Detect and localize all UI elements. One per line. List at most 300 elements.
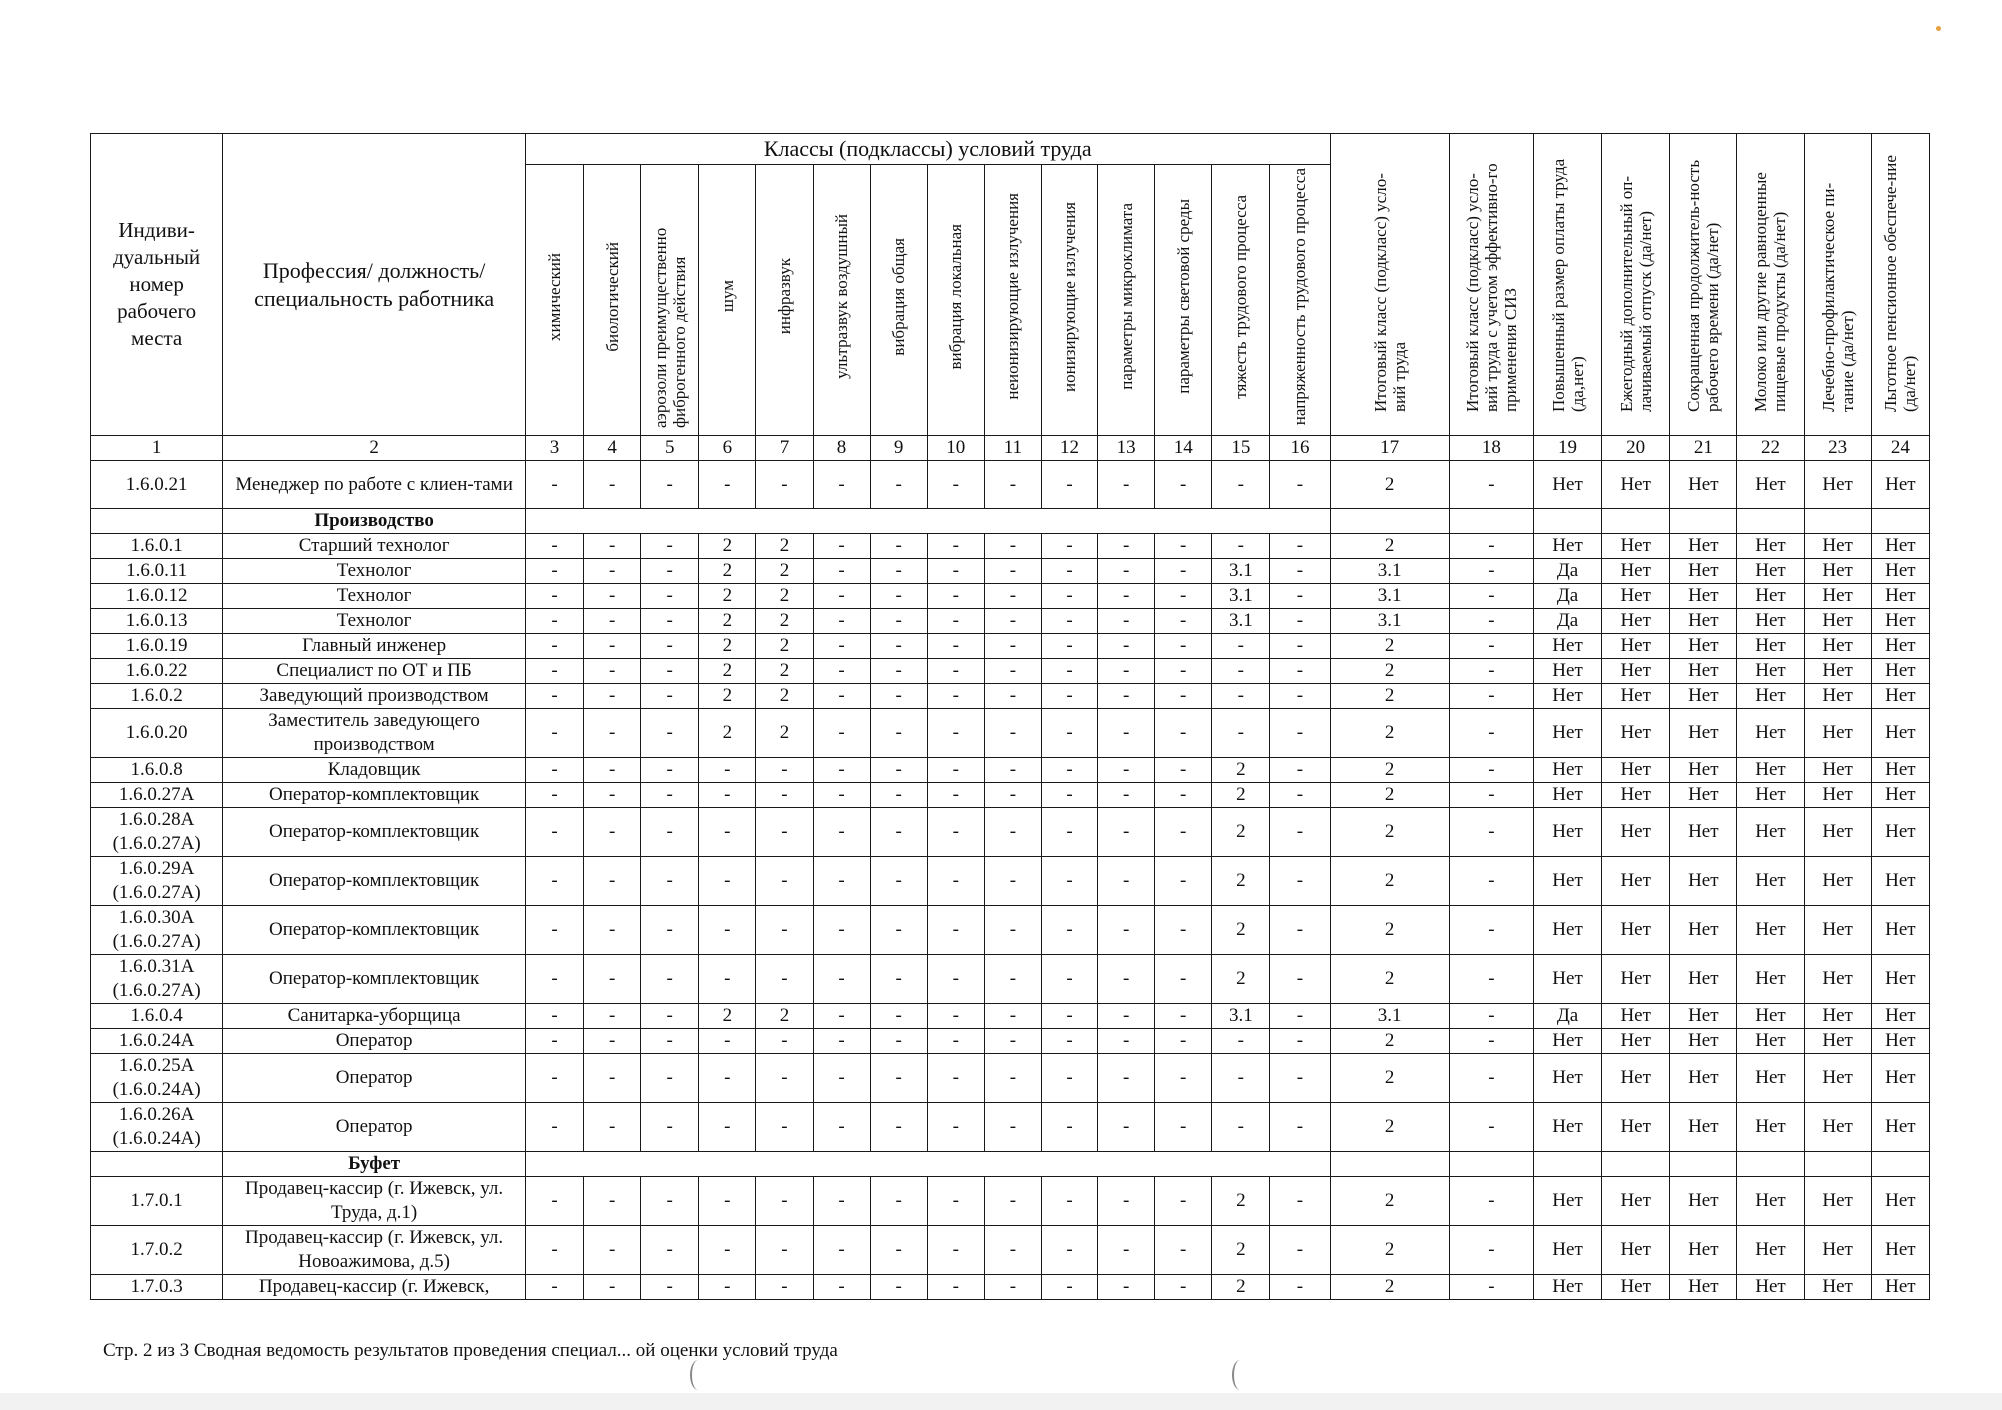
page-footer: Стр. 2 из 3 Сводная ведомость результатов проведения специал... ой оценки условий труда [103,1340,838,1361]
value-cell: - [813,609,870,634]
value-cell: - [1212,634,1270,659]
value-cell: - [1155,808,1212,857]
value-cell: - [1449,1226,1533,1275]
value-cell: - [641,758,699,783]
value-cell: - [1270,709,1330,758]
table-row [91,634,1930,659]
value-cell: - [1098,559,1155,584]
value-cell: - [584,684,641,709]
profession: Технолог [223,584,526,609]
value-cell: - [641,684,699,709]
value-cell: Нет [1602,709,1670,758]
value-cell: Нет [1871,684,1929,709]
value-cell: Нет [1804,461,1871,509]
value-cell: 2 [756,1004,813,1029]
value-cell: Нет [1670,1177,1737,1226]
value-cell: - [525,758,583,783]
value-cell: Нет [1602,534,1670,559]
value-cell: 2 [1330,955,1449,1004]
value-cell: - [984,955,1041,1004]
table-row [91,659,1930,684]
column-number: 15 [1212,436,1270,461]
table-row [91,609,1930,634]
value-cell: Нет [1871,955,1929,1004]
value-cell: - [1449,634,1533,659]
value-cell: - [641,534,699,559]
value-cell: - [1449,1103,1533,1152]
value-cell: Нет [1804,1103,1871,1152]
value-cell: - [1155,659,1212,684]
value-cell: - [525,906,583,955]
value-cell: - [1270,758,1330,783]
value-cell: Нет [1871,1054,1929,1103]
value-cell: - [1212,1103,1270,1152]
value-cell: Нет [1737,857,1804,906]
value-cell: Нет [1871,584,1929,609]
value-cell: 3.1 [1212,584,1270,609]
value-cell: 2 [756,659,813,684]
profession: Заведующий производством [223,684,526,709]
value-cell: Нет [1737,1226,1804,1275]
value-cell: 2 [699,584,756,609]
value-cell: Нет [1871,1275,1929,1300]
profession: Продавец-кассир (г. Ижевск, [223,1275,526,1300]
value-cell: Нет [1670,955,1737,1004]
value-cell: - [584,906,641,955]
header-vacation: Ежегодный дополнительный оп-лачиваемый отпуск (да/нет) [1602,134,1670,436]
value-cell: 2 [1330,1177,1449,1226]
value-cell: - [927,955,984,1004]
value-cell: - [525,584,583,609]
value-cell: Нет [1737,609,1804,634]
value-cell: 2 [1212,906,1270,955]
value-cell: 2 [699,659,756,684]
value-cell: - [641,1054,699,1103]
value-cell: - [525,659,583,684]
value-cell: - [870,1004,927,1029]
value-cell: - [525,857,583,906]
value-cell: Нет [1804,955,1871,1004]
value-cell: - [1270,857,1330,906]
value-cell: Нет [1533,758,1601,783]
workplace-id: 1.6.0.31А (1.6.0.27А) [91,955,223,1004]
value-cell: - [927,1054,984,1103]
value-cell: - [1449,1275,1533,1300]
value-cell: - [1155,559,1212,584]
value-cell: Нет [1871,783,1929,808]
value-cell: - [813,1275,870,1300]
value-cell: Нет [1804,783,1871,808]
column-number: 22 [1737,436,1804,461]
value-cell: Нет [1602,758,1670,783]
value-cell: 3.1 [1212,609,1270,634]
value-cell: - [813,1177,870,1226]
value-cell: - [870,461,927,509]
value-cell: Нет [1670,634,1737,659]
value-cell: - [756,857,813,906]
table-row [91,1275,1930,1300]
value-cell: - [525,808,583,857]
value-cell: Нет [1804,1226,1871,1275]
value-cell: Нет [1871,1177,1929,1226]
value-cell: - [1212,709,1270,758]
value-cell: Нет [1602,559,1670,584]
value-cell: Нет [1871,634,1929,659]
value-cell: Нет [1737,634,1804,659]
header-factor: ионизирующие излучения [1041,165,1097,436]
value-cell: - [1270,659,1330,684]
value-cell: - [813,808,870,857]
value-cell: - [1270,783,1330,808]
section-title: Производство [223,509,526,534]
value-cell: - [1098,534,1155,559]
value-cell: Нет [1871,709,1929,758]
value-cell: - [984,609,1041,634]
value-cell: Нет [1670,684,1737,709]
value-cell: Нет [1602,857,1670,906]
header-factor: параметры микроклимата [1098,165,1155,436]
header-factor: химический [525,165,583,436]
value-cell: - [641,1226,699,1275]
value-cell: - [1041,1177,1097,1226]
value-cell: Нет [1871,534,1929,559]
value-cell: Нет [1602,1226,1670,1275]
value-cell: - [927,808,984,857]
value-cell: Нет [1533,906,1601,955]
value-cell: - [1041,709,1097,758]
value-cell: - [1098,783,1155,808]
workplace-id: 1.6.0.29А (1.6.0.27А) [91,857,223,906]
value-cell: - [1270,1177,1330,1226]
value-cell: Нет [1737,783,1804,808]
value-cell: - [984,1275,1041,1300]
value-cell: - [525,783,583,808]
value-cell: - [1449,1177,1533,1226]
value-cell: - [927,1177,984,1226]
workplace-id: 1.7.0.2 [91,1226,223,1275]
value-cell: - [984,1004,1041,1029]
table-row [91,1226,1930,1275]
value-cell: Нет [1804,534,1871,559]
profession: Оператор-комплектовщик [223,955,526,1004]
workplace-id: 1.7.0.1 [91,1177,223,1226]
header-factor: напряженность трудового процесса [1270,165,1330,436]
value-cell: 2 [1212,783,1270,808]
value-cell: 2 [756,609,813,634]
value-cell: - [584,609,641,634]
value-cell: - [870,609,927,634]
section-fill [1449,1152,1533,1177]
value-cell: - [756,906,813,955]
value-cell: - [1098,1054,1155,1103]
value-cell: - [699,758,756,783]
profession: Менеджер по работе с клиен-тами [223,461,526,509]
value-cell: 2 [1330,634,1449,659]
value-cell: Нет [1533,783,1601,808]
value-cell: - [1155,461,1212,509]
value-cell: - [927,584,984,609]
value-cell: - [1041,684,1097,709]
value-cell: - [525,559,583,584]
value-cell: - [1155,1029,1212,1054]
value-cell: - [1155,534,1212,559]
value-cell: 2 [1330,808,1449,857]
header-milk: Молоко или другие равноценные пищевые продукты (да/нет) [1737,134,1804,436]
value-cell: Да [1533,584,1601,609]
value-cell: - [1098,808,1155,857]
section-title: Буфет [223,1152,526,1177]
column-number: 16 [1270,436,1330,461]
value-cell: - [584,634,641,659]
value-cell: - [927,609,984,634]
value-cell: 2 [1330,1029,1449,1054]
value-cell: Нет [1737,534,1804,559]
value-cell: - [584,584,641,609]
value-cell: Нет [1804,1275,1871,1300]
column-number: 9 [870,436,927,461]
value-cell: - [584,808,641,857]
column-numbers-row [91,436,1930,461]
value-cell: - [1270,808,1330,857]
profession: Оператор [223,1103,526,1152]
value-cell: - [870,1275,927,1300]
value-cell: Нет [1602,659,1670,684]
section-row [91,509,1930,534]
column-number: 18 [1449,436,1533,461]
value-cell: - [756,1226,813,1275]
workplace-id: 1.6.0.27А [91,783,223,808]
value-cell: Нет [1602,906,1670,955]
section-fill [1804,1152,1871,1177]
value-cell: - [584,1226,641,1275]
profession: Санитарка-уборщица [223,1004,526,1029]
value-cell: Нет [1670,906,1737,955]
header-factor: ультразвук воздушный [813,165,870,436]
value-cell: - [1155,783,1212,808]
value-cell: - [1041,461,1097,509]
value-cell: Нет [1871,808,1929,857]
value-cell: - [927,758,984,783]
scan-dot-mark [1936,26,1941,31]
table-row [91,584,1930,609]
value-cell: 2 [1330,783,1449,808]
value-cell: - [1270,1226,1330,1275]
value-cell: Нет [1804,1177,1871,1226]
value-cell: Нет [1670,758,1737,783]
value-cell: Нет [1533,684,1601,709]
value-cell: Нет [1804,709,1871,758]
section-fill [1533,1152,1601,1177]
value-cell: - [699,461,756,509]
section-fill [1670,1152,1737,1177]
value-cell: Нет [1670,461,1737,509]
value-cell: - [525,1275,583,1300]
workplace-id: 1.6.0.21 [91,461,223,509]
profession: Оператор-комплектовщик [223,906,526,955]
value-cell: - [1041,808,1097,857]
value-cell: - [525,955,583,1004]
column-number: 23 [1804,436,1871,461]
value-cell: - [984,758,1041,783]
value-cell: - [813,709,870,758]
value-cell: 2 [1212,1275,1270,1300]
value-cell: - [1449,758,1533,783]
value-cell: - [641,857,699,906]
table-row [91,1004,1930,1029]
value-cell: - [1449,684,1533,709]
section-fill [1449,509,1533,534]
column-number: 13 [1098,436,1155,461]
value-cell: - [641,1177,699,1226]
scan-edge [0,1393,2002,1410]
column-number: 7 [756,436,813,461]
value-cell: - [699,808,756,857]
header-factor: шум [699,165,756,436]
value-cell: Нет [1737,1177,1804,1226]
value-cell: 2 [756,634,813,659]
value-cell: - [1155,1275,1212,1300]
value-cell: - [1098,684,1155,709]
value-cell: 3.1 [1330,584,1449,609]
workplace-id: 1.7.0.3 [91,1275,223,1300]
value-cell: Нет [1871,906,1929,955]
table-header [91,134,1930,461]
workplace-id: 1.6.0.24А [91,1029,223,1054]
value-cell: - [813,1029,870,1054]
value-cell: 2 [1330,659,1449,684]
value-cell: - [1270,584,1330,609]
workplace-id: 1.6.0.1 [91,534,223,559]
value-cell: Нет [1737,584,1804,609]
value-cell: Нет [1670,808,1737,857]
value-cell: - [870,857,927,906]
value-cell: - [870,1226,927,1275]
header-nutrition: Лечебно-профилактическое пи-тание (да/нет) [1804,134,1871,436]
value-cell: - [984,584,1041,609]
workplace-id: 1.6.0.19 [91,634,223,659]
value-cell: Нет [1670,659,1737,684]
value-cell: - [525,534,583,559]
value-cell: - [1041,758,1097,783]
workplace-id: 1.6.0.11 [91,559,223,584]
value-cell: - [1449,1054,1533,1103]
value-cell: Нет [1871,857,1929,906]
value-cell: - [1212,684,1270,709]
profession: Оператор-комплектовщик [223,857,526,906]
value-cell: Нет [1602,955,1670,1004]
value-cell: Нет [1602,684,1670,709]
table-row [91,709,1930,758]
value-cell: - [525,1103,583,1152]
value-cell: - [1270,906,1330,955]
value-cell: - [525,1004,583,1029]
value-cell: - [984,783,1041,808]
value-cell: - [1270,1275,1330,1300]
workplace-id: 1.6.0.22 [91,659,223,684]
value-cell: - [813,758,870,783]
value-cell: - [525,1029,583,1054]
table-row [91,783,1930,808]
value-cell: - [1098,709,1155,758]
value-cell: - [699,1103,756,1152]
column-number: 12 [1041,436,1097,461]
section-fill [1533,509,1601,534]
value-cell: Нет [1737,1029,1804,1054]
value-cell: Нет [1737,758,1804,783]
value-cell: - [1212,461,1270,509]
value-cell: 2 [699,709,756,758]
value-cell: - [1155,906,1212,955]
value-cell: - [756,1029,813,1054]
value-cell: - [1155,634,1212,659]
value-cell: - [756,1103,813,1152]
table-row [91,857,1930,906]
value-cell: 2 [699,684,756,709]
column-number: 3 [525,436,583,461]
value-cell: Нет [1737,709,1804,758]
value-cell: - [984,808,1041,857]
workplace-id: 1.6.0.26А (1.6.0.24А) [91,1103,223,1152]
value-cell: - [984,461,1041,509]
value-cell: - [1041,857,1097,906]
value-cell: Да [1533,1004,1601,1029]
value-cell: Нет [1670,1103,1737,1152]
value-cell: - [870,1029,927,1054]
table-row [91,1103,1930,1152]
value-cell: Нет [1670,584,1737,609]
value-cell: - [1041,1004,1097,1029]
value-cell: - [1212,1054,1270,1103]
section-fill [1330,509,1449,534]
value-cell: - [927,634,984,659]
value-cell: - [1098,584,1155,609]
value-cell: 2 [699,559,756,584]
section-fill [1602,509,1670,534]
value-cell: Нет [1804,684,1871,709]
value-cell: - [1041,955,1097,1004]
section-fill [525,1152,1330,1177]
column-number: 8 [813,436,870,461]
value-cell: - [1449,461,1533,509]
value-cell: 2 [756,559,813,584]
value-cell: Нет [1602,1004,1670,1029]
value-cell: - [1270,1029,1330,1054]
value-cell: 2 [1330,534,1449,559]
value-cell: - [1270,1004,1330,1029]
header-id: Индиви-дуальный номер рабочего места [91,134,223,436]
value-cell: 2 [756,684,813,709]
section-fill [1871,509,1929,534]
value-cell: - [1155,1226,1212,1275]
value-cell: - [699,1054,756,1103]
value-cell: 2 [1212,758,1270,783]
value-cell: - [1270,634,1330,659]
value-cell: Нет [1804,1054,1871,1103]
value-cell: - [1098,1177,1155,1226]
value-cell: Нет [1737,684,1804,709]
value-cell: Нет [1804,906,1871,955]
value-cell: - [1155,609,1212,634]
value-cell: Нет [1804,1029,1871,1054]
profession: Оператор [223,1054,526,1103]
value-cell: - [870,955,927,1004]
value-cell: - [525,634,583,659]
value-cell: - [984,684,1041,709]
value-cell: - [641,709,699,758]
table-row [91,1029,1930,1054]
value-cell: - [699,857,756,906]
value-cell: - [584,659,641,684]
